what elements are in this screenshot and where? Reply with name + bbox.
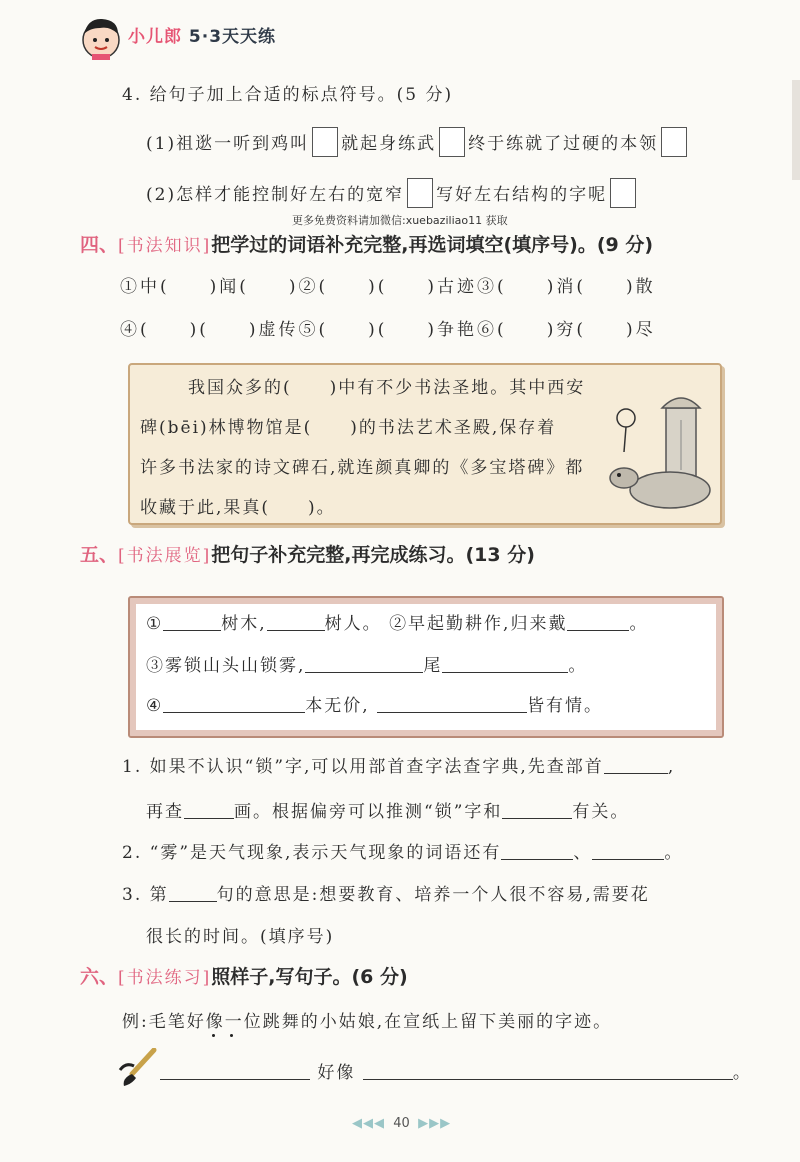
section-6-title: 照样子,写句子。(6 分) [211, 966, 408, 988]
blank-strokes[interactable] [184, 818, 234, 819]
sec4-word-row-1: ①中( )闻( )②( )( )古迹③( )消( )散 [120, 277, 656, 297]
brand-series: 5·3天天练 [188, 27, 277, 47]
punct-box-4[interactable] [407, 178, 433, 208]
section-5-number: 五、 [80, 544, 119, 566]
blank-related[interactable] [502, 818, 572, 819]
scroll-line-1 [146, 609, 648, 634]
watermark-text: 更多免费资料请加微信:xuebaziliao11 获取 [292, 214, 508, 227]
section-4-heading [80, 230, 653, 257]
sec5-q1-d: 画。根据偏旁可以推测“锁”字和 [234, 802, 503, 822]
section-4-title: 把学过的词语补充完整,再选词填空(填序号)。(9 分) [211, 234, 654, 256]
scroll-l1-c: 树人。 [324, 614, 382, 634]
sec5-q2-b: 、 [573, 843, 593, 863]
section-6-number: 六、 [80, 966, 119, 988]
scroll-l2-a: ③雾锁山头山锁雾, [146, 656, 306, 676]
blank-sentence-number[interactable] [169, 901, 217, 902]
blank-3[interactable] [567, 630, 629, 631]
scroll-l1-d: ②早起勤耕作,归来戴 [389, 614, 568, 634]
section-5-heading [80, 540, 535, 567]
blank-radical[interactable] [604, 773, 668, 774]
sec5-q3-b: 句的意思是:想要教育、培养一个人很不容易,需要花 [216, 885, 650, 905]
q4-sentence-2 [146, 178, 639, 208]
sec5-q2-a: 2. “雾”是天气现象,表示天气现象的词语还有 [122, 843, 502, 863]
section-6-tag: [书法练习] [118, 968, 212, 988]
brand-title [128, 22, 276, 47]
sec5-q1-c: 再查 [146, 802, 184, 822]
punct-box-1[interactable] [312, 127, 338, 157]
sec5-q2-c: 。 [664, 843, 684, 863]
sec5-q2 [122, 838, 683, 863]
punct-box-3[interactable] [661, 127, 687, 157]
sec5-q1-line-2 [146, 797, 629, 822]
scroll-l3-b: 本无价, [305, 696, 370, 716]
mascot-logo [78, 14, 124, 60]
passage-line-1: 我国众多的( )中有不少书法圣地。其中西安 [188, 378, 586, 398]
blank-weather-2[interactable] [592, 859, 664, 860]
section-5-tag: [书法展览] [118, 546, 212, 566]
scroll-l1-b: 树木, [221, 614, 267, 634]
scroll-line-3 [146, 691, 603, 716]
blank-subject[interactable] [160, 1079, 310, 1080]
page-number: 40 [393, 1116, 410, 1131]
q4-sentence-1 [146, 127, 690, 157]
emphasis-dot [230, 1034, 233, 1037]
blank-comparison[interactable] [363, 1079, 733, 1080]
scroll-l2-c: 。 [568, 656, 588, 676]
brand-name: 小儿郎 [128, 27, 182, 47]
q4-s2-part-a: (2)怎样才能控制好左右的宽窄 [146, 185, 405, 205]
passage-line-4: 收藏于此,果真( )。 [140, 498, 336, 518]
passage-line-3: 许多书法家的诗文碑石,就连颜真卿的《多宝塔碑》都 [140, 458, 585, 478]
punct-box-2[interactable] [439, 127, 465, 157]
sec6-answer-mid: 好像 [317, 1063, 356, 1083]
sec5-q3-a: 3. 第 [122, 885, 169, 905]
scroll-l2-b: 尾 [423, 656, 443, 676]
sec6-answer-end: 。 [732, 1063, 752, 1083]
sec5-q1-b: , [667, 757, 676, 777]
blank-6[interactable] [163, 712, 305, 713]
sec5-q1-e: 有关。 [572, 802, 630, 822]
blank-4[interactable] [305, 672, 423, 673]
scroll-line-2 [146, 651, 587, 676]
page-edge [792, 80, 800, 180]
emphasis-dot [212, 1034, 215, 1037]
scroll-l3-c: 皆有情。 [527, 696, 604, 716]
sec4-word-row-2: ④( )( )虚传⑤( )( )争艳⑥( )穷( )尽 [120, 320, 656, 340]
blank-2[interactable] [267, 630, 325, 631]
blank-7[interactable] [377, 712, 527, 713]
q4-s1-part-b: 就起身练武 [341, 134, 437, 154]
blank-5[interactable] [442, 672, 568, 673]
stele-turtle-illustration [604, 390, 714, 518]
section-4-number: 四、 [80, 234, 119, 256]
sec5-q1-line-1 [122, 752, 675, 777]
scroll-l1-e: 。 [629, 614, 649, 634]
punct-box-5[interactable] [610, 178, 636, 208]
sec5-q3-line-2: 很长的时间。(填序号) [146, 927, 335, 947]
q4-s2-part-b: 写好左右结构的字呢 [436, 185, 608, 205]
scroll-l3-a: ④ [146, 696, 164, 716]
section-4-tag: [书法知识] [118, 236, 212, 256]
q4-s1-part-a: (1)祖逖一听到鸡叫 [146, 134, 310, 154]
sec6-example: 例:毛笔好像一位跳舞的小姑娘,在宣纸上留下美丽的字迹。 [122, 1012, 613, 1032]
section-6-heading [80, 962, 408, 989]
sec6-answer-line [160, 1058, 752, 1083]
next-arrows-icon: ▶▶▶ [418, 1116, 452, 1131]
page-number-footer [352, 1116, 451, 1131]
scroll-l1-a: ① [146, 614, 164, 634]
section-5-title: 把句子补充完整,再完成练习。(13 分) [211, 544, 535, 566]
q4-s1-part-c: 终于练就了过硬的本领 [468, 134, 659, 154]
prev-arrows-icon: ◀◀◀ [352, 1116, 385, 1131]
q4-title: 4. 给句子加上合适的标点符号。(5 分) [122, 85, 454, 105]
blank-1[interactable] [163, 630, 221, 631]
sec5-q3-line-1 [122, 880, 650, 905]
blank-weather-1[interactable] [501, 859, 573, 860]
passage-line-2: 碑(bēi)林博物馆是( )的书法艺术圣殿,保存着 [140, 418, 557, 438]
sec5-q1-a: 1. 如果不认识“锁”字,可以用部首查字法查字典,先查部首 [122, 757, 604, 777]
brush-icon [118, 1048, 160, 1088]
